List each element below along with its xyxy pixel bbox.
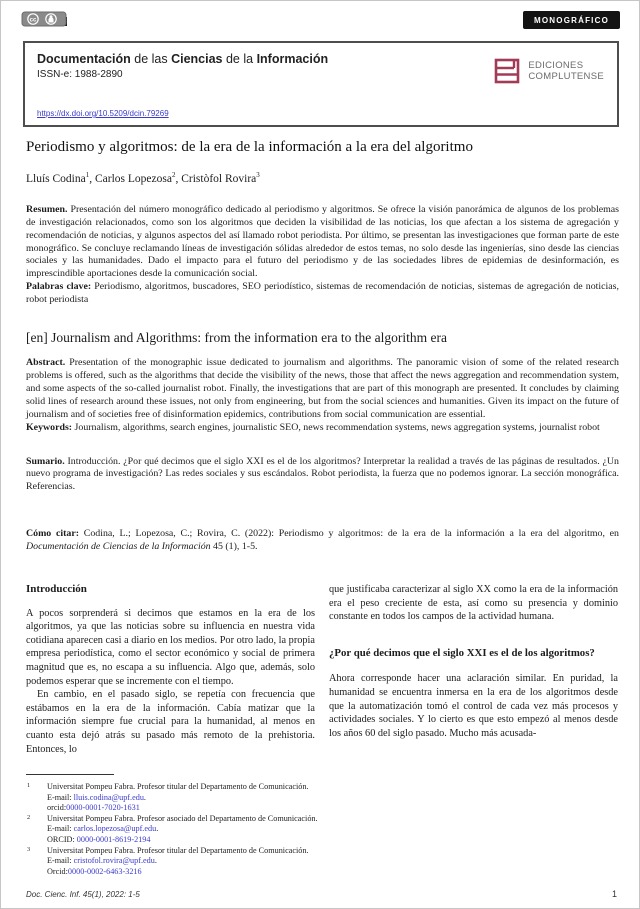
email-suffix: . (154, 856, 157, 866)
abstract-block (26, 357, 619, 434)
footnote-orcid-line (47, 835, 506, 846)
resumen-block (26, 204, 619, 307)
journal-title-segment: Información (256, 52, 329, 66)
left-column (26, 583, 315, 788)
body-paragraph: A pocos sorprenderá si decimos que estamos en la era de los algoritmos, ya que las noticias sobre su influencia en nuestra vida cotidiana aparecen casi a diario en los medios. Por otro lado, la propia empresa periodística, como el sector económico y social de primera magnitud que es, no escapa a su influencia. Algo que, además, solo podemos esperar que se incremente con el tiempo. (26, 607, 315, 687)
journal-title-segment: Documentación (37, 52, 131, 66)
body-paragraph: que justificaba caracterizar al siglo XX como la era de la información era el peso creciente de esta, así como su presencia y dominio constante en todos los campos de la actividad humana. (329, 584, 618, 623)
category-badge: MONOGRÁFICO (523, 11, 620, 29)
footnote-affiliation: Universitat Pompeu Fabra. Profesor asociado del Departamento de Comunicación. (47, 813, 318, 823)
author-name: Lluís Codina (26, 172, 86, 185)
footnote-orcid-line (47, 867, 506, 878)
orcid-link[interactable]: 0000-0002-6463-3216 (67, 866, 142, 876)
email-label: E-mail: (47, 824, 74, 834)
english-title: [en] Journalism and Algorithms: from the information era to the algorithm era (26, 330, 448, 346)
journal-title-segment: de la (222, 52, 257, 66)
publisher-line1: EDICIONES (528, 60, 584, 71)
footnote (26, 814, 506, 846)
body-paragraph: Ahora corresponde hacer una aclaración similar. En puridad, la humanidad se encuentra inmersa en la era de los algoritmos desde que la automatización tomó el control de cada vez más procesos y actividades sociales. Y lo cierto es que esto empezó al menos desde los años 60 del siglo pasado. Mucho más acusada- (329, 673, 618, 739)
footnote-affiliation: Universitat Pompeu Fabra. Profesor titular del Departamento de Comunicación. (47, 782, 309, 791)
orcid-label: Orcid: (47, 866, 68, 876)
body-paragraph: En cambio, en el pasado siglo, se repetía con frecuencia que estábamos en la era de la información. Cabía matizar que la información siempre fue crucial para la humanidad, al menos en cuanto esta dejó atrás su pasado más remoto de la prehistoria. Entonces, lo (26, 689, 315, 755)
author-separator: , (175, 172, 182, 185)
journal-header-box (23, 41, 619, 127)
body-columns (1, 583, 639, 788)
author-name: Carlos Lopezosa (95, 172, 172, 185)
email-link[interactable]: lluis.codina@upf.edu (73, 792, 144, 802)
sumario-block (26, 456, 619, 495)
article-title: Periodismo y algoritmos: de la era de la información a la era del algoritmo (26, 139, 473, 155)
footnote (26, 782, 506, 814)
sumario-text: Introducción. ¿Por qué decimos que el siglo XXI es el de los algoritmos? Interpretar la realidad a través de las páginas de resultados. ¿Un nuevo programa de investigación? Las redes sociales y sus escándalos. Robot periodista, la fuerza que no podemos ignorar. La sección monográfica. Referencias. (26, 455, 619, 493)
keywords-label: Keywords: (26, 421, 73, 433)
orcid-label: orcid: (47, 803, 67, 813)
footnote-email-line (47, 793, 506, 804)
journal-title-segment: de las (130, 52, 172, 66)
email-label: E-mail: (47, 792, 74, 802)
keywords-paragraph (26, 422, 619, 435)
citation-text: 45 (1), 1-5. (210, 541, 258, 553)
footnote-orcid-line (47, 803, 506, 814)
author-footnote-marker: 1 (85, 171, 90, 179)
page-footer (26, 889, 617, 899)
email-label: E-mail: (47, 856, 74, 866)
footnotes-section (26, 774, 506, 877)
footnote-separator-rule (26, 774, 114, 775)
footnote-number: 3 (27, 845, 31, 853)
abstract-text: Presentation of the monographic issue dedicated to journalism and algorithms. The panoramic vision of some of the related research problems is offered, such as the algorithms that decide the visibility of the news, those that affect the news aggregation and recommendation system, and some aspects of the so-called journalist robot. Finally, the investigations that are part of this monograph are presented. It concludes by claiming solid lines of research around these issues, not only from engineering, but from the social sciences and humanities. Given its impact on the future of journalism and of societies free of disinformation epidemics, contributions from social communication are essential. (26, 357, 619, 420)
abstract-paragraph (26, 357, 619, 422)
authors-line (26, 171, 619, 185)
issn-label: ISSN-e: 1988-2890 (37, 69, 123, 80)
orcid-link[interactable]: 0000-0001-7020-1631 (66, 803, 140, 813)
author-name: Cristòfol Rovira (181, 172, 257, 185)
footnote-email-line (47, 824, 506, 835)
publisher-line2: COMPLUTENSE (528, 71, 604, 82)
email-suffix: . (143, 792, 146, 802)
article-front-matter (1, 139, 639, 554)
citation-label: Cómo citar: (26, 528, 79, 540)
sumario-paragraph (26, 456, 619, 495)
keywords-text: Journalism, algorithms, search engines, journalistic SEO, news recommendation systems, news aggregation systems, journalist robot (72, 421, 600, 433)
email-suffix: . (156, 824, 159, 834)
email-link[interactable]: carlos.lopezosa@upf.edu (73, 824, 157, 834)
page-number: 1 (611, 889, 617, 899)
palabras-clave-text: Periodismo, algoritmos, buscadores, SEO periodístico, sistemas de recomendación de noticias, sistemas de agregación de noticias, robot periodista (26, 281, 619, 306)
sumario-label: Sumario. (26, 455, 65, 467)
footnote (26, 846, 506, 878)
orcid-link[interactable]: 0000-0001-8619-2194 (76, 834, 151, 844)
citation-paragraph (26, 528, 619, 554)
author-separator: , (89, 172, 95, 185)
journal-title-segment: Ciencias (171, 52, 223, 66)
ediciones-complutense-logo-icon (494, 58, 520, 84)
footnote-number: 1 (27, 782, 31, 789)
right-column (329, 583, 618, 788)
footer-journal-reference: Doc. Cienc. Inf. 45(1), 2022: 1-5 (26, 890, 140, 899)
citation-journal-name: Documentación de Ciencias de la Información (26, 541, 211, 553)
svg-text:cc: cc (29, 17, 37, 24)
publisher-block (494, 58, 604, 84)
resumen-paragraph (26, 204, 619, 281)
resumen-label: Resumen. (26, 203, 68, 215)
publisher-name (528, 60, 604, 82)
abstract-label: Abstract. (26, 357, 66, 369)
footnote-affiliation: Universitat Pompeu Fabra. Profesor titular del Departamento de Comunicación. (47, 845, 309, 855)
doi-link[interactable]: https://dx.doi.org/10.5209/dcin.79269 (37, 109, 169, 118)
top-badges-row (1, 1, 639, 30)
author-footnote-marker: 2 (171, 171, 176, 179)
palabras-clave-paragraph (26, 281, 619, 307)
citation-block (26, 528, 619, 554)
cc-by-license-icon[interactable] (21, 11, 69, 30)
resumen-text: Presentación del número monográfico dedicado al periodismo y algoritmos. Se ofrece la visión panorámica de algunos de los problemas de investigación relacionados, como son los algoritmos que deciden la visibilidad de las noticias, los que afectan a los sistema de agregación y recomendación de noticias, y algunos aspectos del así llamado robot periodista. Por último, se presentan las investigaciones que forman parte de este monográfico. Se concluye reclamando líneas de investigación sólidas alrededor de estos temas, no solo desde las ingenierías, sino desde las ciencias sociales y las humanidades. Dado el impacto para el futuro del periodismo y de las sociedades libres de epidemias de desinformación, es imprescindible aportaciones desde la comunicación social. (26, 203, 619, 280)
citation-text: Codina, L.; Lopezosa, C.; Rovira, C. (2022): Periodismo y algoritmos: de la era de la información a la era del algoritmo, en (79, 528, 619, 540)
author-footnote-marker: 3 (256, 171, 260, 179)
cc-by-icon (21, 11, 69, 30)
intro-heading: Introducción (26, 583, 87, 596)
section-heading: ¿Por qué decimos que el siglo XXI es el de los algoritmos? (329, 646, 595, 659)
footnote-email-line (47, 856, 506, 867)
footnote-number: 2 (27, 813, 31, 821)
palabras-clave-label: Palabras clave: (26, 281, 92, 293)
email-link[interactable]: cristofol.rovira@upf.edu (73, 856, 155, 866)
orcid-label: ORCID: (47, 834, 77, 844)
